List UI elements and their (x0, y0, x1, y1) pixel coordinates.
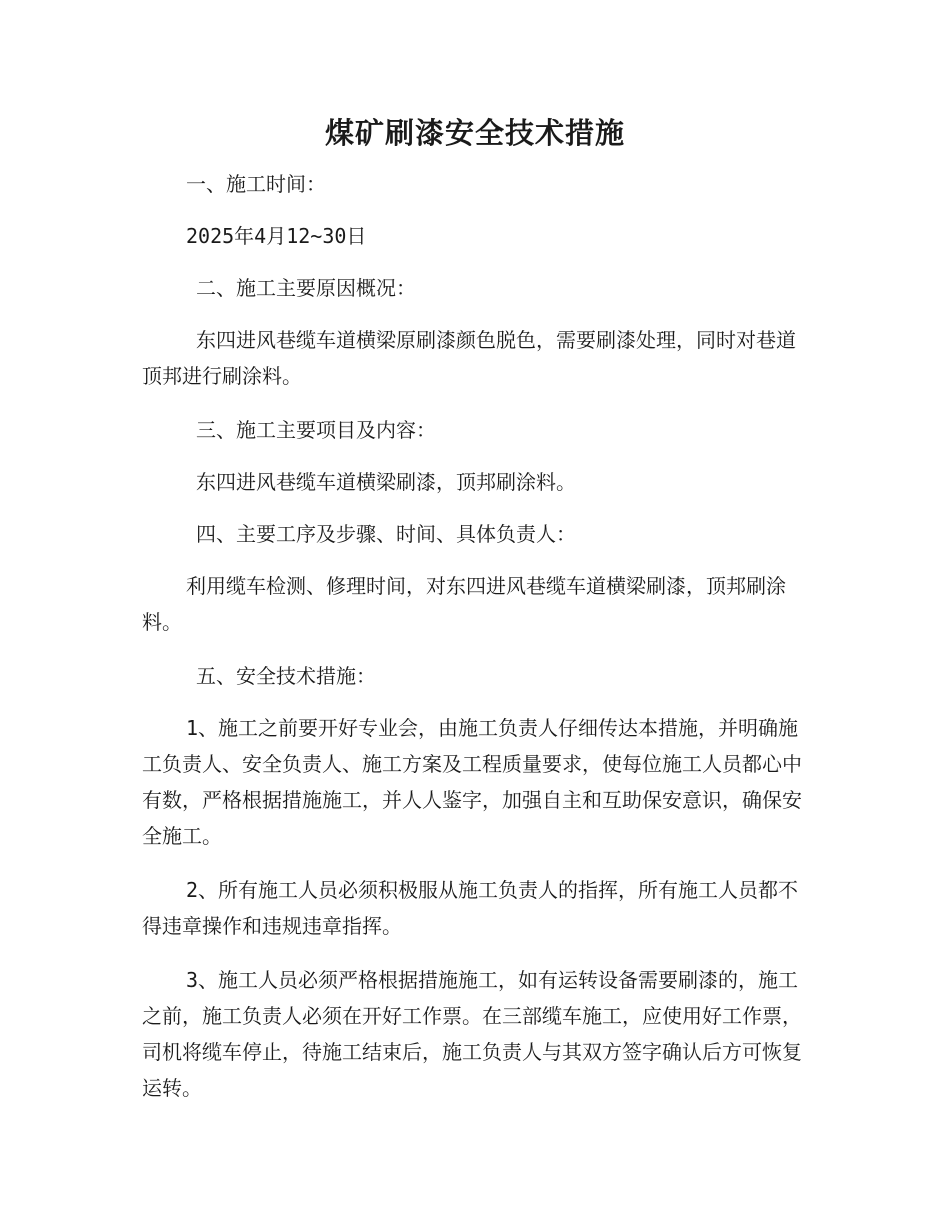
safety-measure-item-3: 3、施工人员必须严格根据措施施工，如有运转设备需要刷漆的，施工之前，施工负责人必须在开好工作票。在三部缆车施工，应使用好工作票，司机将缆车停止，待施工结束后，施工负责人与其双方签字确认后方可恢复运转。 (142, 968, 802, 1100)
section-heading-construction-time: 一、施工时间： (186, 172, 326, 196)
section-heading-reason-overview: 二、施工主要原因概况： (196, 276, 416, 300)
procedures-paragraph: 利用缆车检测、修理时间，对东四进风巷缆车道横梁刷漆，顶邦刷涂料。 (142, 574, 786, 634)
section-heading-procedures: 四、主要工序及步骤、时间、具体负责人： (196, 522, 576, 546)
section-heading-items-content: 三、施工主要项目及内容： (196, 418, 436, 442)
reason-overview-paragraph: 东四进风巷缆车道横梁原刷漆颜色脱色，需要刷漆处理，同时对巷道顶邦进行刷涂料。 (142, 328, 796, 388)
construction-date: 2025年4月12~30日 (186, 224, 367, 248)
section-heading-safety-measures: 五、安全技术措施： (196, 664, 376, 688)
safety-measure-item-1: 1、施工之前要开好专业会，由施工负责人仔细传达本措施，并明确施工负责人、安全负责人、施工方案及工程质量要求，使每位施工人员都心中有数，严格根据措施施工，并人人鉴字，加强自主和互助保安意识，确保安全施工。 (142, 716, 802, 848)
items-content-paragraph: 东四进风巷缆车道横梁刷漆，顶邦刷涂料。 (196, 470, 576, 494)
safety-measure-item-2: 2、所有施工人员必须积极服从施工负责人的指挥，所有施工人员都不得违章操作和违规违章指挥。 (142, 878, 799, 938)
document-title: 煤矿刷漆安全技术措施 (324, 116, 625, 150)
